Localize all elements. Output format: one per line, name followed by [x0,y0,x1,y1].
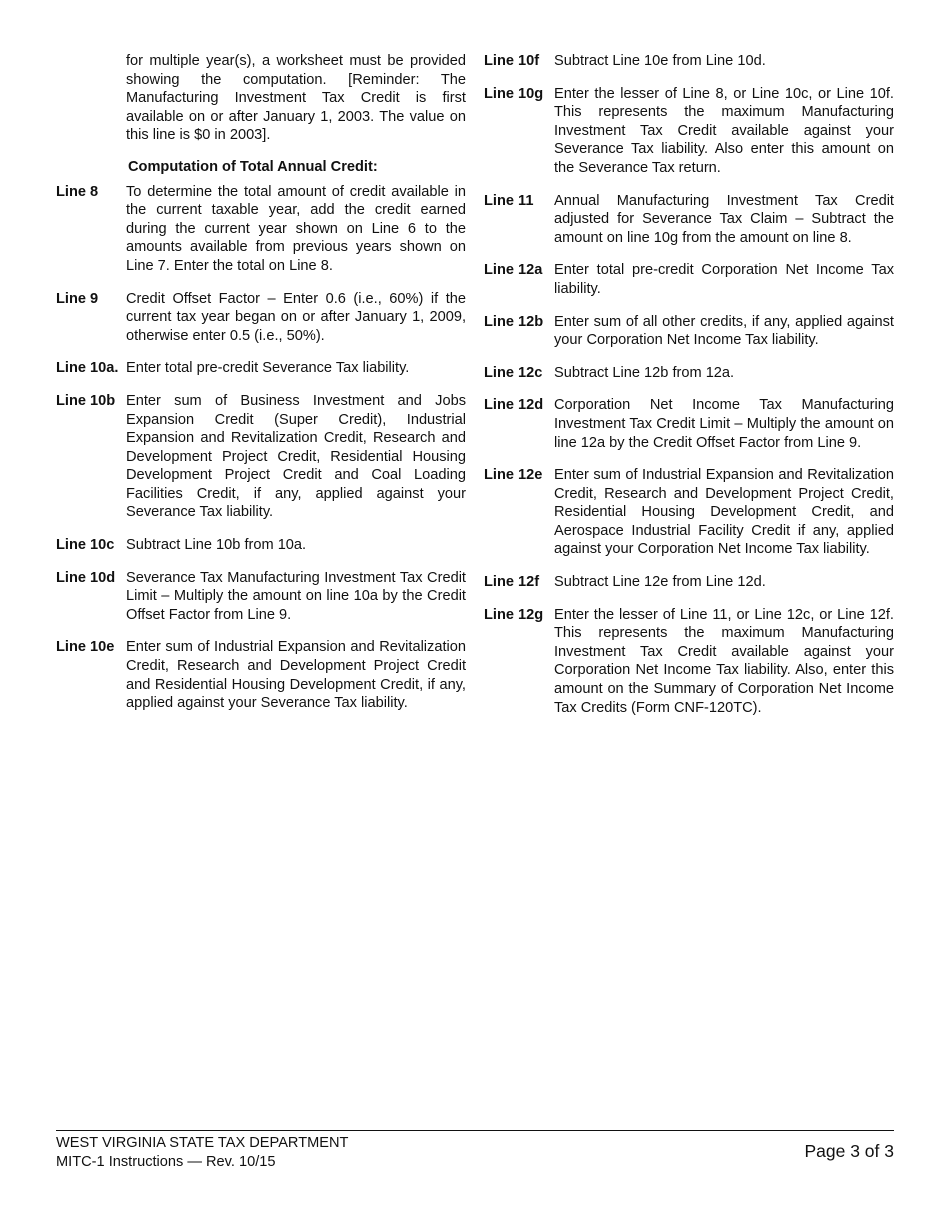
line-12c-entry [484,364,894,383]
footer-department: WEST VIRGINIA STATE TAX DEPARTMENT [56,1135,349,1151]
line-label: Line 12b [484,313,544,330]
line-label: Line 10c [56,537,115,554]
line-label: Line 10a. [56,360,119,377]
line-description: Severance Tax Manufacturing Investment Tax Credit Limit – Multiply the amount on line 10a by the Credit Offset Factor from Line 9. [126,569,466,623]
footer-info [56,1134,348,1172]
right-column [484,52,894,731]
line-description: Enter total pre-credit Severance Tax liability. [126,360,410,377]
line-12e-entry [484,466,894,559]
line-label: Line 10d [56,569,116,586]
line-10g-entry [484,85,894,178]
line-12g-entry [484,606,894,718]
line-12b-entry [484,313,894,350]
left-column [56,52,466,727]
line-label: Line 12e [484,467,543,484]
line-description: Subtract Line 10b from 10a. [126,537,307,554]
line-10e-entry [56,638,466,712]
line-12f-entry [484,573,894,592]
footer-divider [56,1130,894,1131]
line-description: Enter sum of all other credits, if any, applied against your Corporation Net Income Tax liability. [554,313,894,349]
line-label: Line 11 [484,192,534,209]
line-label: Line 10e [56,639,115,656]
line-description: Subtract Line 10e from Line 10d. [554,53,766,69]
line-label: Line 10g [484,85,544,102]
line-12a-entry [484,261,894,298]
section-heading: Computation of Total Annual Credit: [128,158,378,175]
line-9-entry [56,290,466,346]
line-description: Enter total pre-credit Corporation Net Income Tax liability. [554,262,894,297]
line-8-entry [56,183,466,276]
line-description: Annual Manufacturing Investment Tax Credit adjusted for Severance Tax Claim – Subtract the amount on line 10g from the amount on line 8. [554,192,894,246]
line-description: Enter sum of Business Investment and Jobs Expansion Credit (Super Credit), Industrial Expansion and Revitalization Credit, Research and Development Project Credit, Residential Housing Development Project Credit and Coal Loading Facilities Credit, if any, applied against your Severance Tax liability. [126,392,466,521]
line-label: Line 8 [56,183,99,200]
line-10c-entry [56,536,466,555]
line-11-entry [484,192,894,248]
page-number: Page 3 of 3 [804,1141,894,1161]
line-description: Subtract Line 12e from Line 12d. [554,574,766,591]
line-label: Line 12d [484,397,544,414]
line-10d-entry [56,569,466,625]
line-12d-entry [484,396,894,452]
line-10a-entry [56,359,466,378]
line-description: Enter the lesser of Line 11, or Line 12c, or Line 12f. This represents the maximum Manufacturing Investment Tax Credit available against your Corporation Net Income Tax liability. Also, enter this amount on the Summary of Corporation Net Income Tax Credits (Form CNF-120TC). [554,606,894,716]
line-10f-entry [484,52,894,71]
line-description: Enter sum of Industrial Expansion and Revitalization Credit, Research and Development Project Credit, Residential Housing Development Credit, and Aerospace Industrial Facility Credit if any, applied against your Corporation Net Income Tax liability. [554,467,894,558]
line-description: Enter the lesser of Line 8, or Line 10c, or Line 10f. This represents the maximum Manufacturing Investment Tax Credit available against your Severance Tax liability. Also enter this amount on the Severance Tax return. [554,85,894,176]
line-label: Line 12a [484,262,543,279]
line-label: Line 12c [484,364,543,381]
line-description: Enter sum of Industrial Expansion and Revitalization Credit, Research and Development Project Credit and Residential Housing Development Credit, if any, applied against your Severance Tax liability. [126,639,466,712]
line-description: To determine the total amount of credit available in the current taxable year, add the credit earned during the current year shown on Line 6 to the amounts available from previous years shown on Line 7. Enter the total on Line 8. [126,183,466,274]
line-label: Line 12g [484,606,544,623]
line-label: Line 12f [484,574,540,591]
line-label: Line 9 [56,290,99,307]
footer-form-revision: MITC-1 Instructions — Rev. 10/15 [56,1154,276,1170]
line-description: Subtract Line 12b from 12a. [554,364,735,381]
line-description: Corporation Net Income Tax Manufacturing Investment Tax Credit Limit – Multiply the amount on line 12a by the Credit Offset Factor from Line 9. [554,397,894,451]
line-label: Line 10f [484,53,540,69]
line-10b-entry [56,392,466,522]
line-label: Line 10b [56,392,116,409]
continuation-paragraph: for multiple year(s), a worksheet must be provided showing the computation. [Reminder: The Manufacturing Investment Tax Credit is first available on or after January 1, 2003. The value on this line is $0 in 2003]. [126,53,466,144]
line-description: Credit Offset Factor – Enter 0.6 (i.e., 60%) if the current tax year began on or after January 1, 2009, otherwise enter 0.5 (i.e., 50%). [126,290,466,344]
